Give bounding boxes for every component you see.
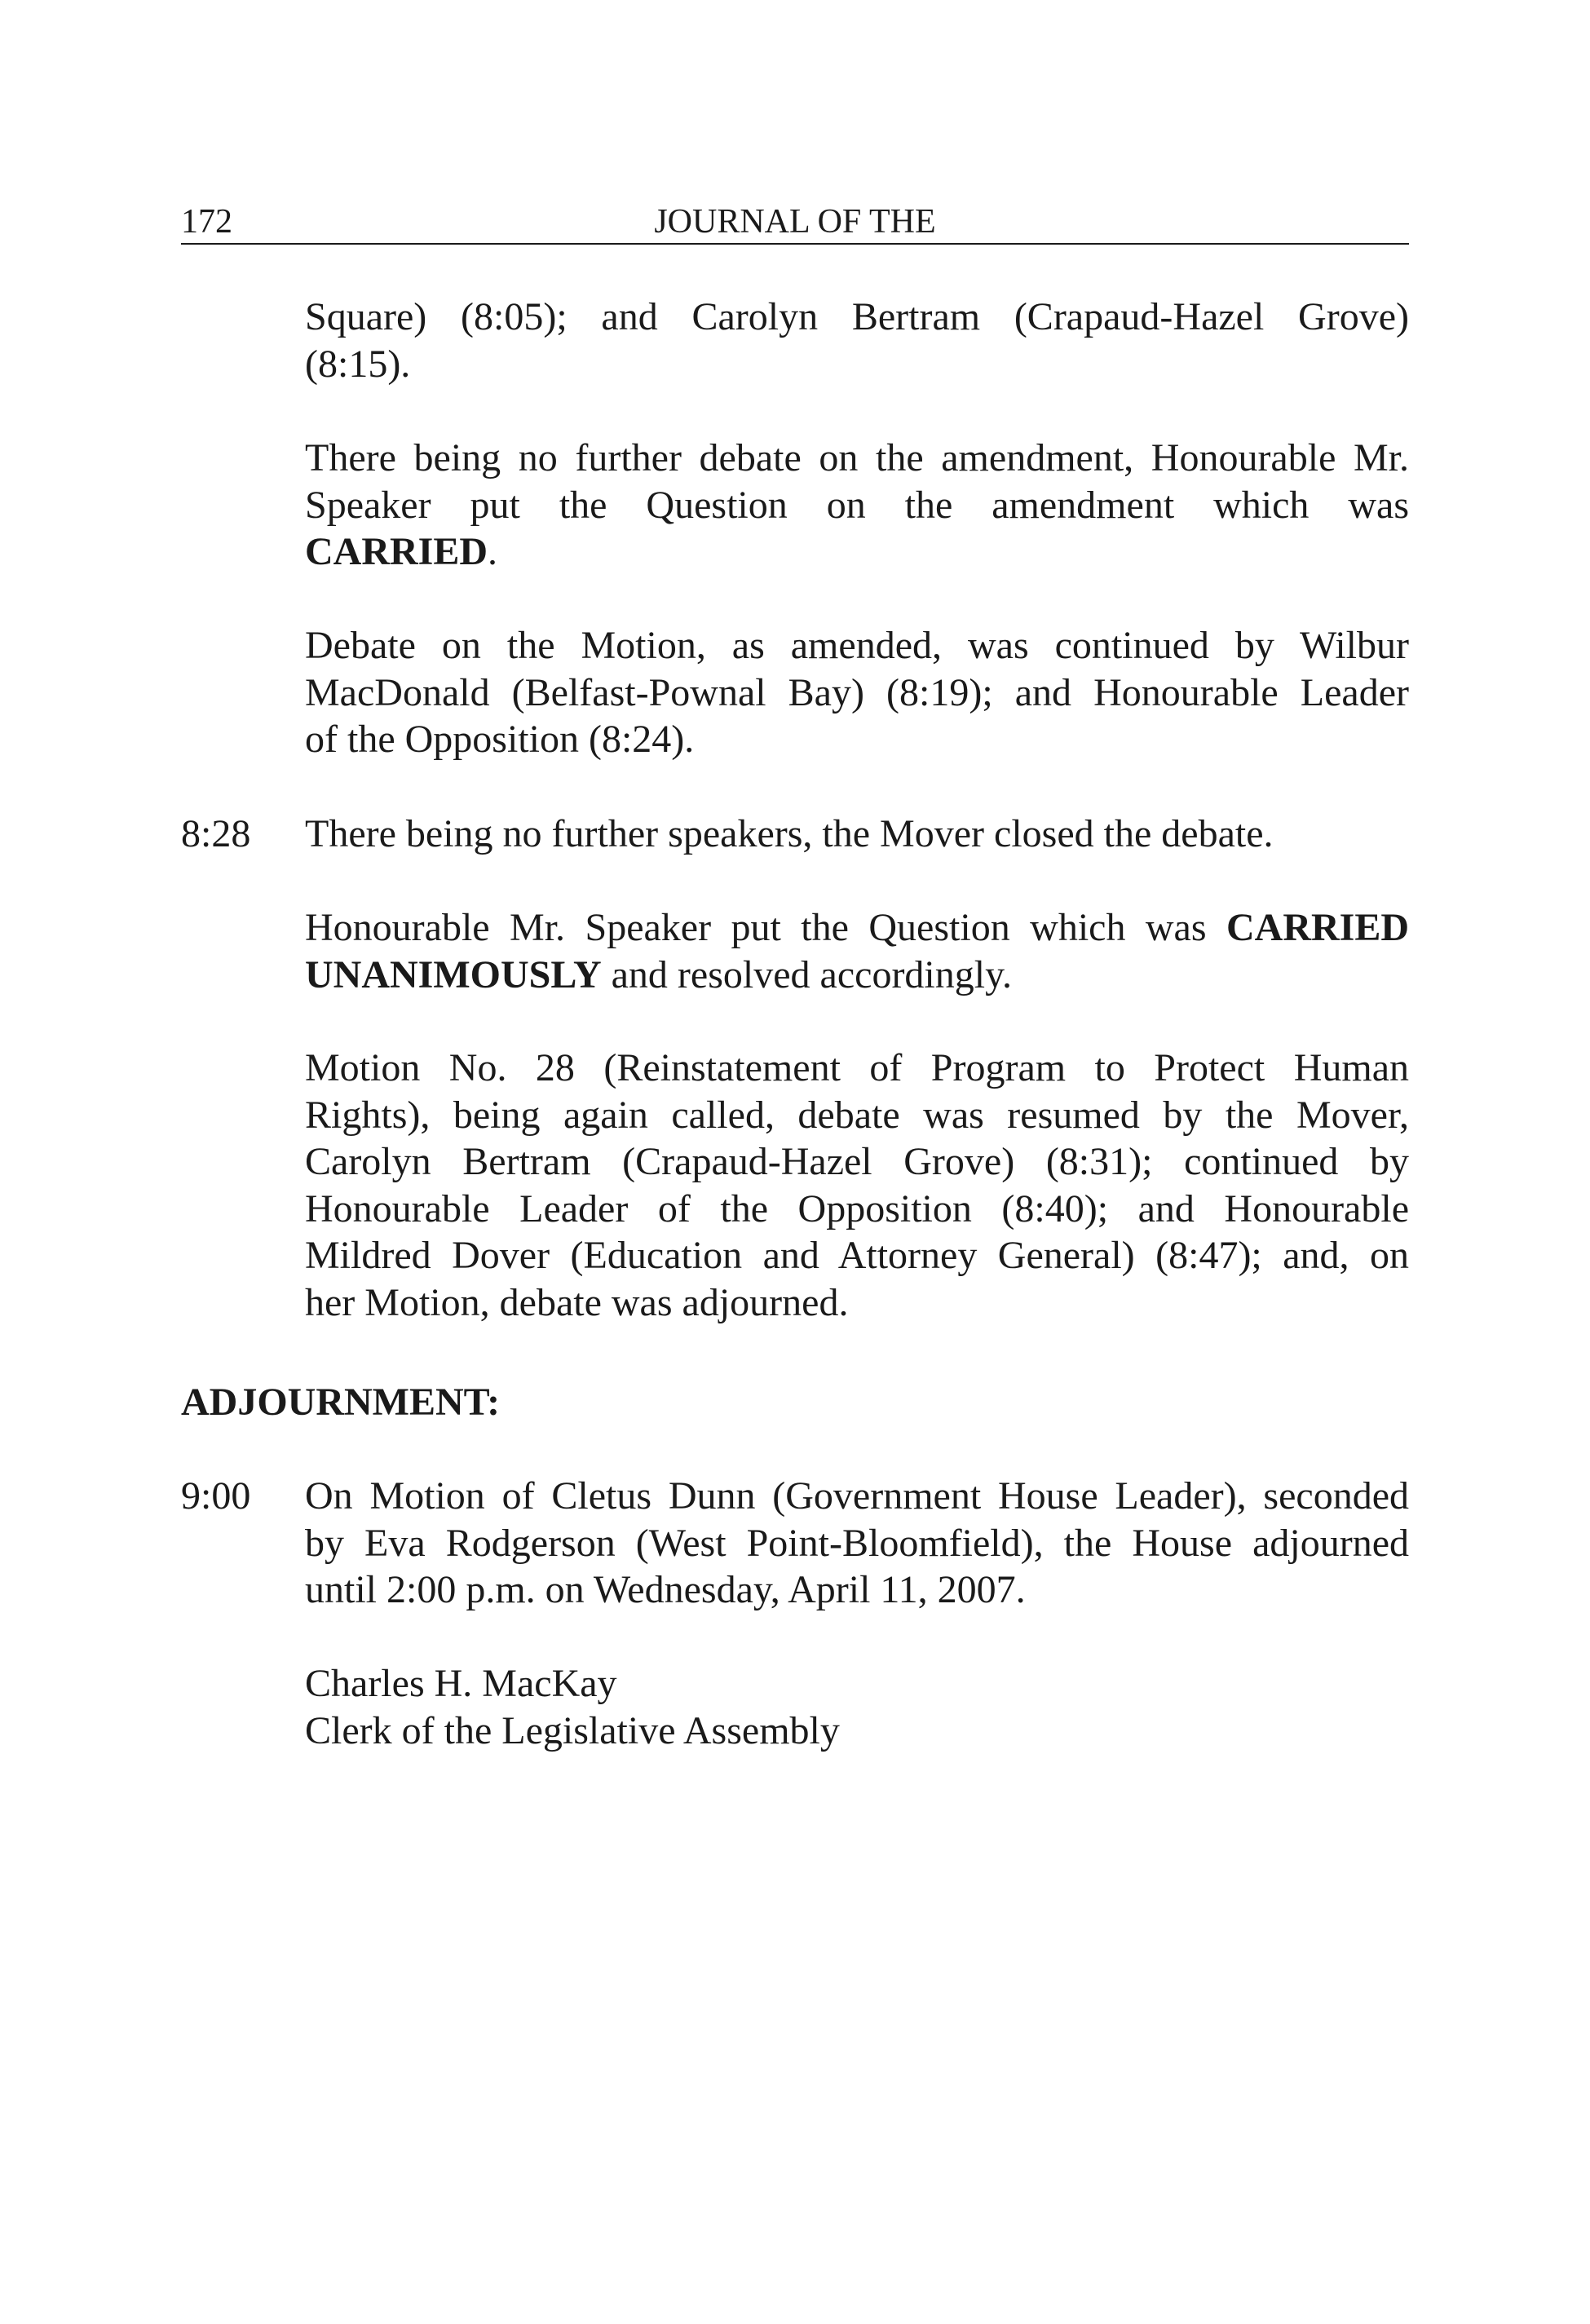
paragraph-line: until 2:00 p.m. on Wednesday, April 11, 2007.	[305, 1568, 1026, 1611]
paragraph-line: Carolyn Bertram (Crapaud-Hazel Grove) (8:31); continued by	[305, 1140, 1409, 1183]
continuation-paragraph	[305, 294, 1409, 387]
motion-debate-paragraph	[305, 622, 1409, 763]
signature-block	[305, 1660, 1409, 1754]
paragraph-line: by Eva Rodgerson (West Point-Bloomfield), the House adjourned	[305, 1521, 1409, 1565]
closing-paragraph	[305, 811, 1409, 858]
paragraph-line: On Motion of Cletus Dunn (Government House Leader), seconded	[305, 1474, 1409, 1518]
paragraph-line	[305, 904, 1409, 952]
question-text: Honourable Mr. Speaker put the Question which was	[305, 906, 1207, 949]
running-head: JOURNAL OF THE	[654, 203, 936, 241]
paragraph-line: Debate on the Motion, as amended, was continued by Wilbur	[305, 624, 1409, 667]
paragraph-line	[305, 952, 1409, 999]
paragraph-line	[305, 528, 1409, 576]
paragraph-line: her Motion, debate was adjourned.	[305, 1280, 849, 1324]
paragraph-line: Speaker put the Question on the amendment which was	[305, 483, 1409, 527]
clerk-title: Clerk of the Legislative Assembly	[305, 1708, 840, 1752]
question-text: and resolved accordingly.	[611, 952, 1012, 996]
paragraph-line: Rights), being again called, debate was resumed by the Mover,	[305, 1093, 1409, 1137]
paragraph-line: Square) (8:05); and Carolyn Bertram (Crapaud-Hazel Grove)	[305, 295, 1409, 338]
motion-28-paragraph	[305, 1045, 1409, 1326]
paragraph-line: Motion No. 28 (Reinstatement of Program to Protect Human	[305, 1046, 1409, 1089]
paragraph-line: (8:15).	[305, 342, 411, 386]
page-header	[181, 201, 1409, 245]
paragraph-line: Mildred Dover (Education and Attorney General) (8:47); and, on	[305, 1234, 1409, 1277]
result-punctuation: .	[488, 530, 498, 573]
time-stamp: 9:00	[181, 1474, 251, 1518]
carried-result: CARRIED	[1226, 906, 1410, 949]
page-number: 172	[181, 203, 232, 241]
paragraph-line: Honourable Leader of the Opposition (8:40); and Honourable	[305, 1186, 1409, 1230]
paragraph-line: There being no further debate on the amendment, Honourable Mr.	[305, 436, 1409, 479]
unanimously-result: UNANIMOUSLY	[305, 952, 602, 996]
time-stamp: 8:28	[181, 812, 251, 855]
paragraph-line: MacDonald (Belfast-Pownal Bay) (8:19); and Honourable Leader	[305, 670, 1409, 714]
amendment-paragraph	[305, 435, 1409, 576]
paragraph-line: There being no further speakers, the Mover closed the debate.	[305, 812, 1274, 855]
clerk-name: Charles H. MacKay	[305, 1662, 617, 1705]
adjournment-paragraph	[305, 1473, 1409, 1614]
carried-result: CARRIED	[305, 530, 488, 573]
question-paragraph	[305, 904, 1409, 998]
adjournment-heading: ADJOURNMENT:	[181, 1381, 501, 1424]
paragraph-line: of the Opposition (8:24).	[305, 718, 695, 761]
